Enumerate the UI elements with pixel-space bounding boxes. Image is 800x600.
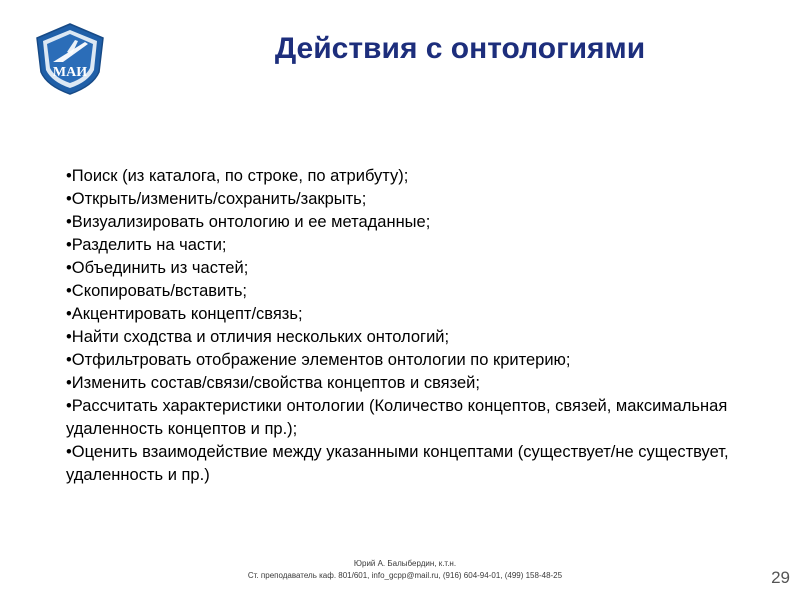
action-list (66, 165, 776, 487)
list-item: •Объединить из частей; (66, 259, 249, 277)
list-item: •Оценить взаимодействие между указанными концептами (существует/не существует, удаленность и пр.) (66, 443, 729, 484)
footer-contacts: Ст. преподаватель каф. 801/601, info_gcpp@mail.ru, (916) 604-94-01, (499) 158-48-25 (247, 571, 563, 580)
list-item: •Поиск (из каталога, по строке, по атрибуту); (66, 167, 409, 185)
logo-text: МАИ (52, 65, 88, 80)
page-number: 29 (771, 568, 790, 587)
list-item: •Найти сходства и отличия нескольких онтологий; (66, 328, 450, 346)
footer-author: Юрий А. Балыбердин, к.т.н. (353, 559, 457, 568)
list-item: •Изменить состав/связи/свойства концептов и связей; (66, 374, 480, 392)
list-item: •Рассчитать характеристики онтологии (Количество концептов, связей, максимальная удаленность концептов и пр.); (66, 397, 728, 438)
list-item: •Открыть/изменить/сохранить/закрыть; (66, 190, 367, 208)
footer (180, 558, 630, 582)
list-item: •Визуализировать онтологию и ее метаданные; (66, 213, 431, 231)
list-item: •Разделить на части; (66, 236, 227, 254)
list-item: •Акцентировать концепт/связь; (66, 305, 303, 323)
list-item: •Скопировать/вставить; (66, 282, 248, 300)
mai-logo (33, 22, 107, 96)
list-item: •Отфильтровать отображение элементов онтологии по критерию; (66, 351, 571, 369)
slide-title: Действия с онтологиями (274, 32, 646, 65)
